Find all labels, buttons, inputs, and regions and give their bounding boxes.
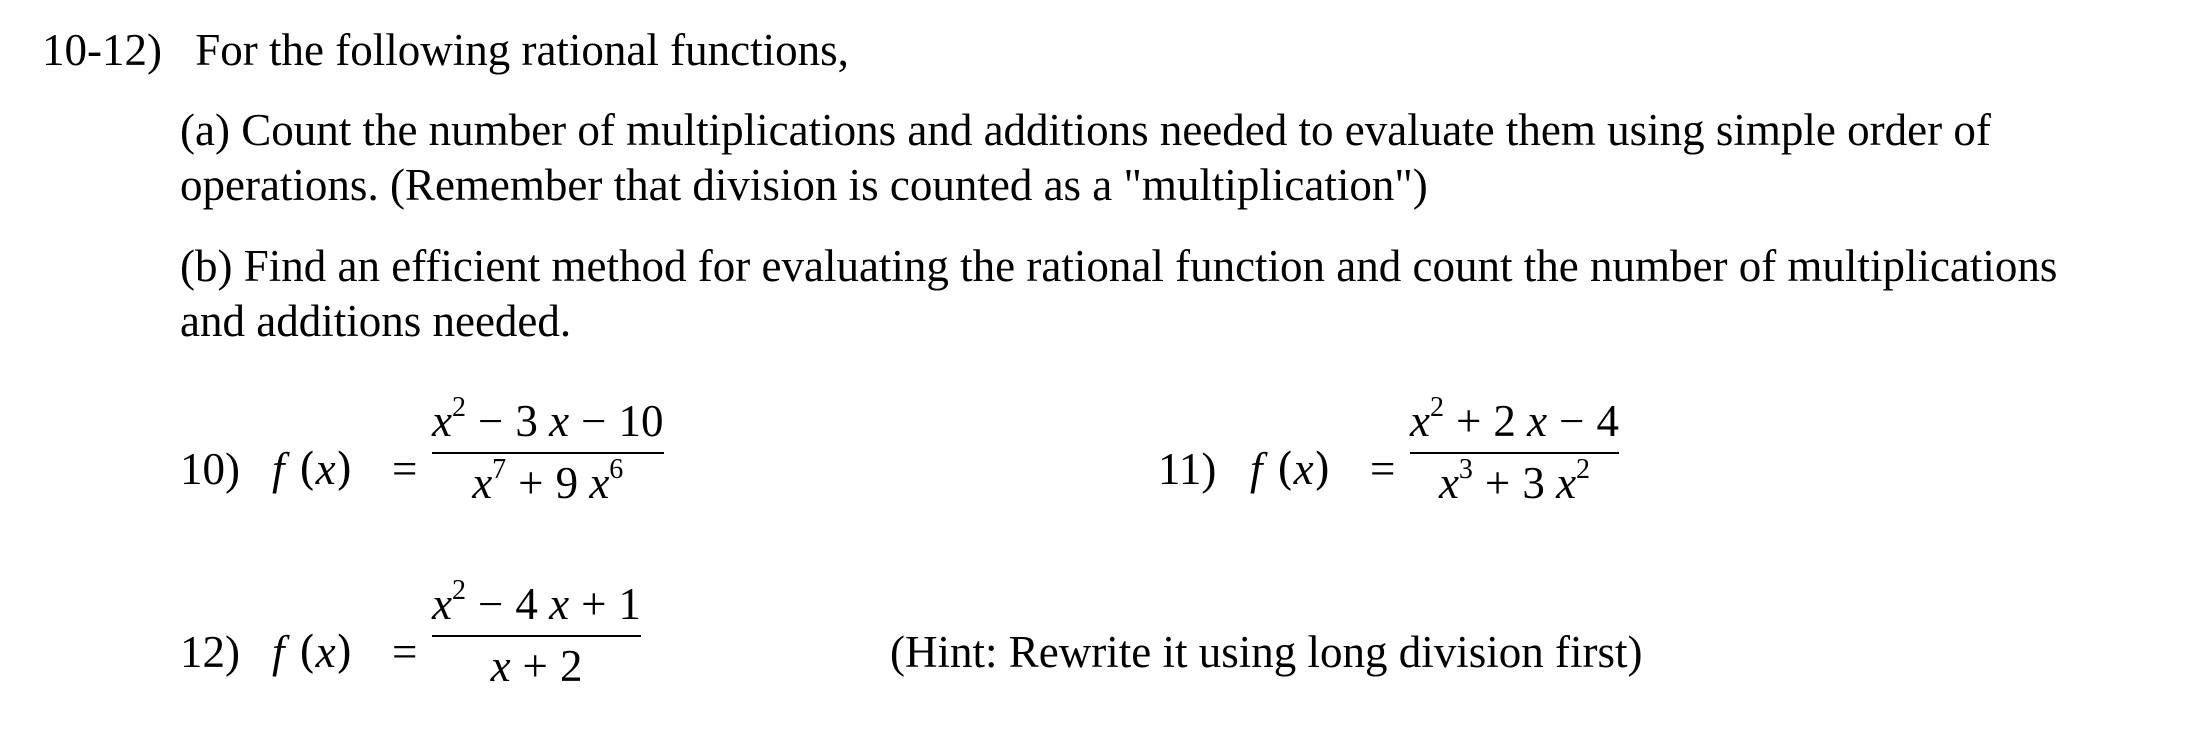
fraction-bar bbox=[432, 452, 664, 454]
function-name: f (x) bbox=[1250, 444, 1331, 495]
denominator: $x^3 + 3$ $x^2$ bbox=[1438, 454, 1591, 508]
part-b-line-1: (b) Find an efficient method for evaluating the rational function and count the number of multiplications bbox=[180, 241, 2058, 291]
fraction bbox=[1410, 394, 1619, 510]
problem-label: 12) bbox=[180, 627, 240, 677]
problem-label: 11) bbox=[1158, 444, 1217, 494]
equals-sign: = bbox=[392, 627, 418, 677]
fraction-bar bbox=[432, 635, 641, 637]
fraction bbox=[432, 577, 641, 693]
numerator: $x^2 - 3$ x − 10 bbox=[432, 392, 664, 446]
hint-text: (Hint: Rewrite it using long division first) bbox=[890, 627, 1643, 677]
numerator: $x^2 - 4$ x + 1 bbox=[432, 575, 641, 629]
fraction bbox=[432, 394, 664, 510]
problem-label: 10) bbox=[180, 444, 240, 494]
header-text: For the following rational functions, bbox=[195, 25, 849, 75]
instruction-part-b bbox=[180, 239, 2057, 349]
problem-set-header bbox=[42, 22, 849, 78]
equals-sign: = bbox=[392, 444, 418, 494]
function-name: f (x) bbox=[272, 444, 353, 495]
numerator: $x^2 + 2$ x − 4 bbox=[1410, 392, 1619, 446]
function-name: f (x) bbox=[272, 627, 353, 678]
instruction-part-a bbox=[180, 103, 1991, 213]
part-a-line-1: (a) Count the number of multiplications and additions needed to evaluate them using simple order of bbox=[180, 105, 1991, 155]
part-a-line-2: operations. (Remember that division is counted as a "multiplication") bbox=[180, 160, 1428, 210]
problem-range: 10-12) bbox=[42, 25, 162, 75]
denominator: x + 2 bbox=[490, 641, 583, 691]
part-b-line-2: and additions needed. bbox=[180, 296, 572, 346]
equals-sign: = bbox=[1370, 444, 1396, 494]
denominator: $x^7 + 9$ $x^6$ bbox=[472, 454, 624, 508]
